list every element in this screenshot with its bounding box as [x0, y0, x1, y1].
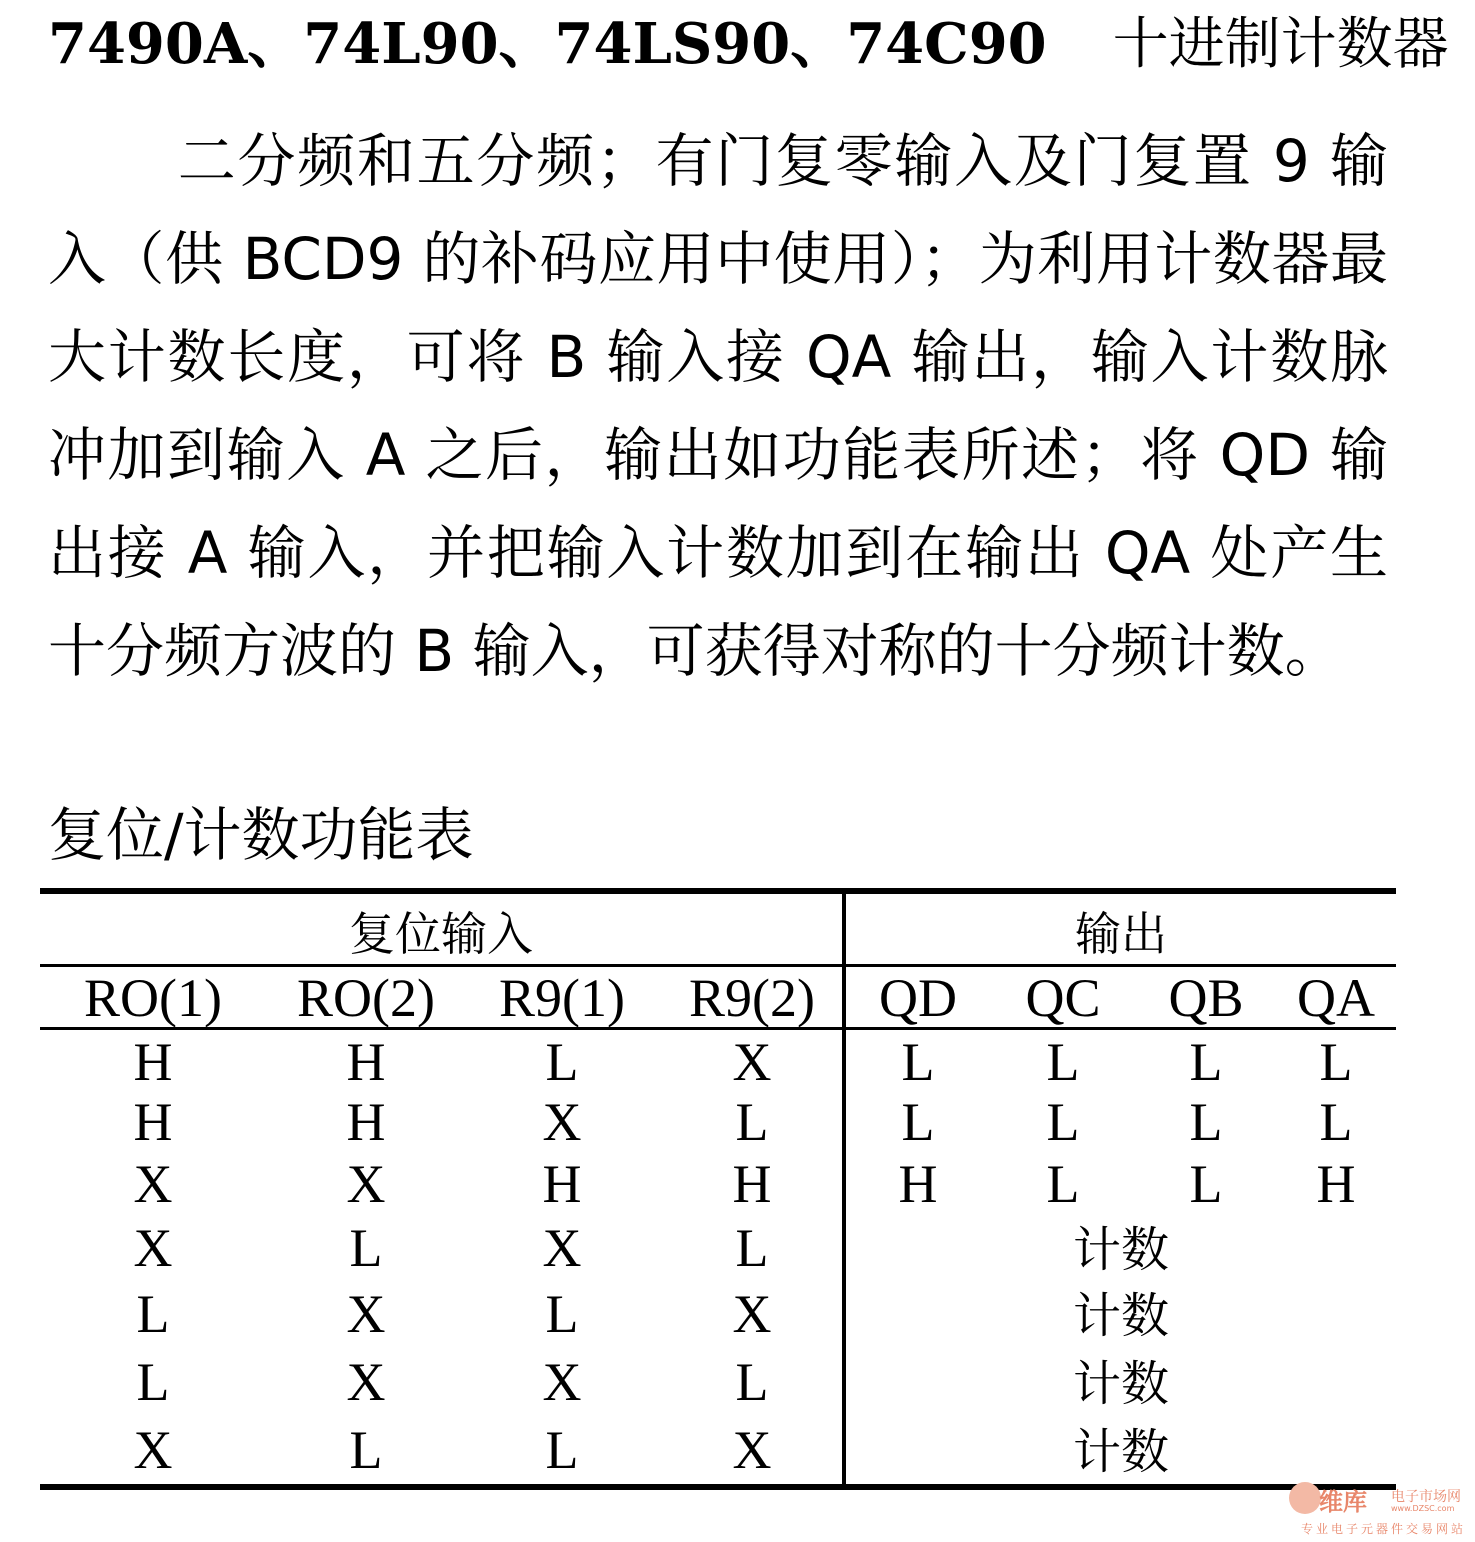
input-cell: L	[136, 1284, 170, 1344]
input-cell: X	[346, 1284, 386, 1344]
input-cell: H	[732, 1154, 772, 1214]
description-paragraph	[48, 112, 1388, 700]
watermark-site: 电子市场网	[1391, 1489, 1461, 1505]
watermark	[1289, 1478, 1469, 1538]
input-cell: X	[133, 1420, 173, 1480]
output-cell: L	[901, 1092, 935, 1152]
title-description: 十进制计数器	[1112, 12, 1449, 77]
output-cell: L	[1189, 1032, 1223, 1092]
input-cell: L	[136, 1352, 170, 1412]
input-cell: X	[346, 1352, 386, 1412]
watermark-brand: 维库	[1319, 1488, 1367, 1516]
output-cell: H	[1316, 1154, 1356, 1214]
outputs-header: 输出	[1075, 907, 1167, 961]
input-cell: X	[732, 1032, 772, 1092]
input-cell: L	[735, 1218, 769, 1278]
output-cell: L	[1046, 1032, 1080, 1092]
table-caption: 复位/计数功能表	[48, 801, 474, 869]
output-cell: L	[1189, 1154, 1223, 1214]
input-cell: X	[133, 1154, 173, 1214]
input-cell: L	[349, 1218, 383, 1278]
count-cell: 计数	[1072, 1424, 1169, 1480]
input-cell: H	[346, 1032, 386, 1092]
input-cell: H	[346, 1092, 386, 1152]
input-cell: X	[732, 1420, 772, 1480]
column-header: R9(1)	[499, 968, 625, 1028]
output-cell: L	[1319, 1032, 1353, 1092]
count-cell: 计数	[1072, 1288, 1169, 1344]
input-cell: L	[545, 1420, 579, 1480]
input-cell: L	[349, 1420, 383, 1480]
input-cell: X	[542, 1352, 582, 1412]
watermark-logo-icon	[1289, 1482, 1321, 1514]
output-cell: L	[1319, 1092, 1353, 1152]
output-cell: L	[1189, 1092, 1223, 1152]
input-cell: X	[133, 1218, 173, 1278]
count-cell: 计数	[1072, 1356, 1169, 1412]
column-header: RO(1)	[84, 968, 222, 1028]
input-cell: X	[542, 1092, 582, 1152]
input-cell: H	[542, 1154, 582, 1214]
column-header: QD	[879, 968, 957, 1028]
count-cell: 计数	[1072, 1222, 1169, 1278]
watermark-slogan: 专业电子元器件交易网站	[1301, 1522, 1467, 1536]
watermark-url: www.DZSC.com	[1391, 1504, 1455, 1513]
input-cell: X	[732, 1284, 772, 1344]
output-cell: L	[901, 1032, 935, 1092]
input-cell: X	[346, 1154, 386, 1214]
column-header: RO(2)	[297, 968, 435, 1028]
table-bottom-rule	[40, 1484, 1396, 1490]
title-part-numbers: 7490A、74L90、74LS90、74C90	[48, 11, 1047, 77]
column-header: QC	[1025, 968, 1101, 1028]
input-cell: L	[545, 1284, 579, 1344]
input-cell: L	[735, 1352, 769, 1412]
column-header: R9(2)	[689, 968, 815, 1028]
input-cell: H	[133, 1032, 173, 1092]
document-title	[48, 8, 1449, 81]
column-header: QA	[1297, 968, 1375, 1028]
output-cell: L	[1046, 1154, 1080, 1214]
input-cell: X	[542, 1218, 582, 1278]
input-cell: L	[545, 1032, 579, 1092]
output-cell: H	[898, 1154, 938, 1214]
reset-inputs-header: 复位输入	[349, 907, 533, 961]
output-cell: L	[1046, 1092, 1080, 1152]
table-top-rule	[40, 888, 1396, 894]
column-header: QB	[1168, 968, 1244, 1028]
paragraph-text: 二分频和五分频；有门复零输入及门复置 9 输入（供 BCD9 的补码应用中使用）；为利用计数器最大计数长度，可将 B 输入接 QA 输出，输入计数脉冲加到输入 A 之后，输出如功能表所述；将 QD 输出接 A 输入，并把输入计数加到在输出 QA 处产生十分频方波的 B 输入，可获得对称的十分频计数。	[48, 127, 1388, 685]
input-cell: H	[133, 1092, 173, 1152]
input-cell: L	[735, 1092, 769, 1152]
